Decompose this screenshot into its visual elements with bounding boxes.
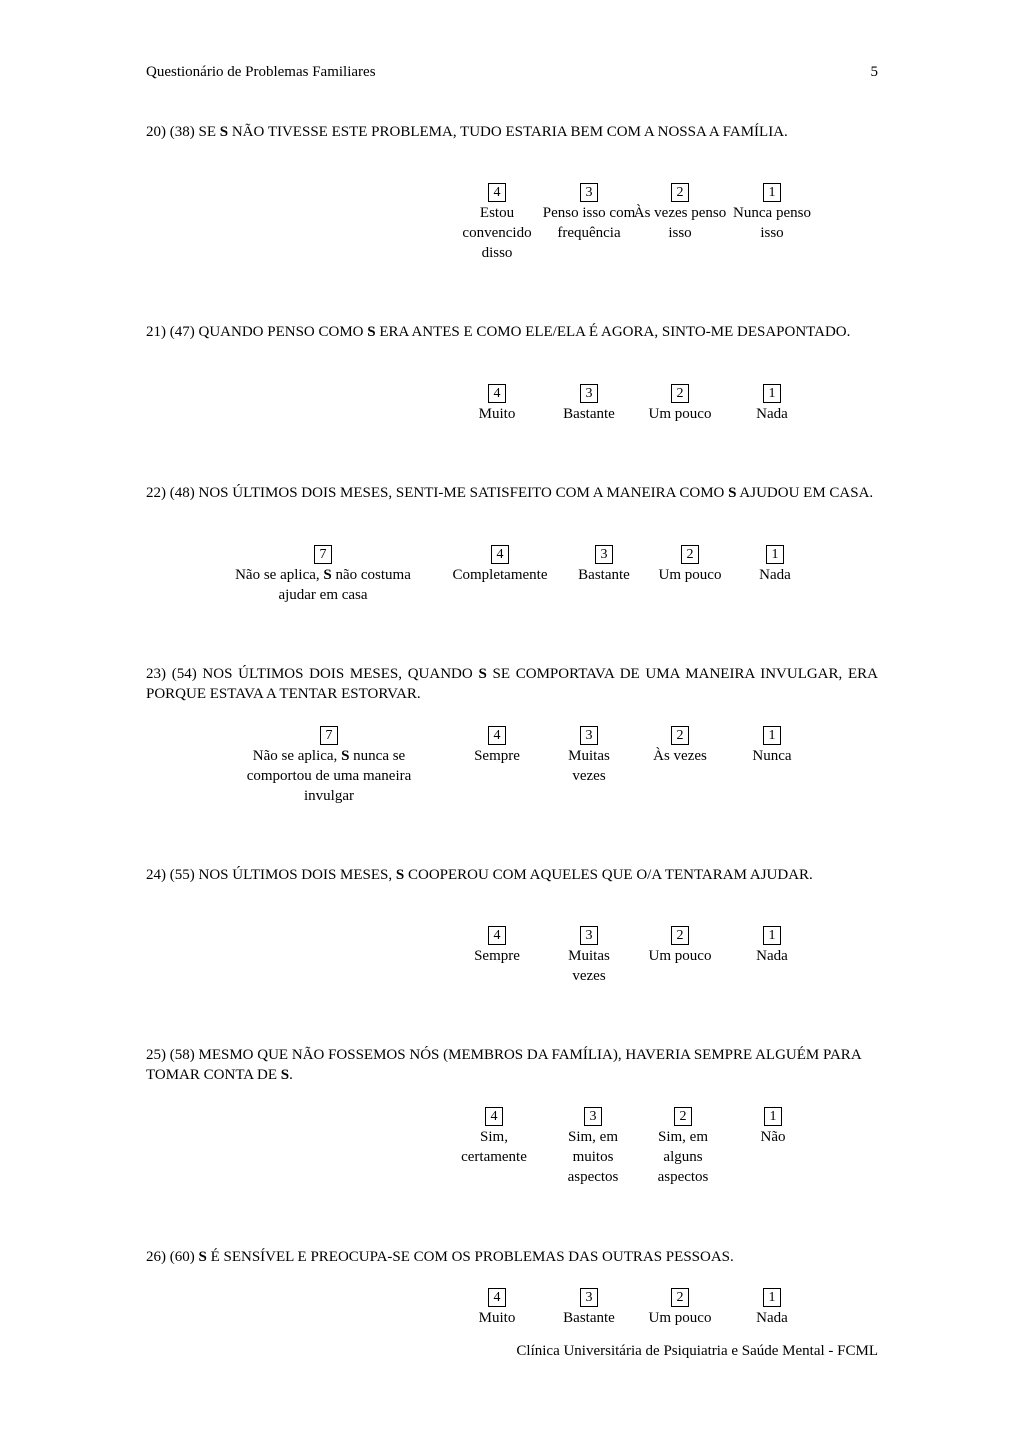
question-26-text: 26) (60) S É SENSÍVEL E PREOCUPA-SE COM OS PROBLEMAS DAS OUTRAS PESSOAS. (146, 1249, 734, 1265)
option-label: Completamente (452, 567, 548, 583)
option-label: Um pouco (648, 948, 712, 964)
question-24-text: 24) (55) NOS ÚLTIMOS DOIS MESES, S COOPEROU COM AQUELES QUE O/A TENTARAM AJUDAR. (146, 867, 813, 883)
question-23-option-na[interactable] (219, 725, 439, 806)
question-22-option-1[interactable] (705, 544, 845, 585)
option-label: Um pouco (648, 406, 712, 422)
option-label: Sempre (474, 748, 520, 764)
question-22-option-na[interactable] (213, 544, 433, 605)
option-value-box[interactable]: 1 (763, 183, 781, 202)
option-label: Às vezes (653, 748, 707, 764)
page-number: 5 (870, 64, 878, 80)
option-value-box[interactable]: 1 (763, 1288, 781, 1307)
option-value-box[interactable]: 2 (671, 726, 689, 745)
option-label: Sim, em muitos aspectos (567, 1129, 619, 1185)
question-24-option-1[interactable] (702, 925, 842, 966)
question-23-text: 23) (54) NOS ÚLTIMOS DOIS MESES, QUANDO S SE COMPORTAVA DE UMA MANEIRA INVULGAR, ERA PORQUE ESTAVA A TENTAR ESTORVAR. (146, 666, 878, 702)
question-22-text: 22) (48) NOS ÚLTIMOS DOIS MESES, SENTI-ME SATISFEITO COM A MANEIRA COMO S AJUDOU EM CASA. (146, 485, 874, 501)
option-value-box[interactable]: 3 (580, 926, 598, 945)
option-label: Estou convencido disso (462, 205, 532, 261)
document-title: Questionário de Problemas Familiares (146, 64, 376, 80)
option-label: Bastante (563, 1310, 615, 1326)
question-23-option-1[interactable] (702, 725, 842, 766)
option-value-box[interactable]: 3 (580, 384, 598, 403)
question-26-option-1[interactable] (702, 1287, 842, 1328)
option-label: Nada (756, 406, 788, 422)
option-value-box[interactable]: 1 (766, 545, 784, 564)
option-value-box[interactable]: 4 (488, 926, 506, 945)
question-25-text: 25) (58) MESMO QUE NÃO FOSSEMOS NÓS (MEMBROS DA FAMÍLIA), HAVERIA SEMPRE ALGUÉM PARA TOMAR CONTA DE S. (146, 1047, 861, 1083)
option-value-box[interactable]: 1 (763, 926, 781, 945)
option-value-box[interactable]: 1 (763, 726, 781, 745)
option-value-box[interactable]: 4 (488, 183, 506, 202)
option-label: Sim, em alguns aspectos (657, 1129, 709, 1185)
option-value-box[interactable]: 3 (580, 726, 598, 745)
option-value-box[interactable]: 2 (681, 545, 699, 564)
page-footer: Clínica Universitária de Psiquiatria e Saúde Mental - FCML (516, 1343, 878, 1359)
option-label: Nada (759, 567, 791, 583)
option-value-box[interactable]: 4 (488, 1288, 506, 1307)
option-label: Sim, certamente (461, 1129, 527, 1165)
option-value-box[interactable]: 2 (671, 1288, 689, 1307)
option-label: Bastante (563, 406, 615, 422)
option-label: Um pouco (658, 567, 722, 583)
question-20-option-1[interactable] (702, 182, 842, 243)
option-label: Penso isso com frequência (542, 205, 636, 241)
option-value-box[interactable]: 2 (671, 384, 689, 403)
option-value-box[interactable]: 4 (485, 1107, 503, 1126)
option-label: Nunca (752, 748, 792, 764)
option-value-box[interactable]: 4 (488, 384, 506, 403)
option-label: Nada (756, 948, 788, 964)
option-label: Não se aplica, S não costuma ajudar em casa (235, 567, 411, 603)
option-label: Muito (478, 1310, 516, 1326)
question-21-option-1[interactable] (702, 383, 842, 424)
option-value-box[interactable]: 3 (584, 1107, 602, 1126)
option-label: Sempre (474, 948, 520, 964)
option-label: Não (760, 1129, 786, 1145)
option-label: Nunca penso isso (733, 205, 811, 241)
option-value-box[interactable]: 4 (488, 726, 506, 745)
option-value-box[interactable]: 4 (491, 545, 509, 564)
option-value-box[interactable]: 2 (674, 1107, 692, 1126)
question-21-text: 21) (47) QUANDO PENSO COMO S ERA ANTES E COMO ELE/ELA É AGORA, SINTO-ME DESAPONTADO. (146, 324, 851, 340)
option-label: Não se aplica, S nunca se comportou de uma maneira invulgar (246, 748, 412, 804)
page-header (146, 64, 878, 84)
option-label: Nada (756, 1310, 788, 1326)
option-label: Às vezes penso isso (633, 205, 727, 241)
option-value-box[interactable]: 7 (314, 545, 332, 564)
question-25-option-1[interactable] (703, 1106, 843, 1147)
option-value-box[interactable]: 1 (763, 384, 781, 403)
option-label: Um pouco (648, 1310, 712, 1326)
option-value-box[interactable]: 3 (580, 1288, 598, 1307)
option-label: Muito (478, 406, 516, 422)
option-label: Muitas vezes (568, 748, 610, 784)
option-value-box[interactable]: 2 (671, 183, 689, 202)
question-20-text: 20) (38) SE S NÃO TIVESSE ESTE PROBLEMA, TUDO ESTARIA BEM COM A NOSSA A FAMÍLIA. (146, 124, 788, 140)
option-label: Bastante (578, 567, 630, 583)
option-value-box[interactable]: 7 (320, 726, 338, 745)
option-value-box[interactable]: 3 (580, 183, 598, 202)
option-value-box[interactable]: 1 (764, 1107, 782, 1126)
option-value-box[interactable]: 2 (671, 926, 689, 945)
option-value-box[interactable]: 3 (595, 545, 613, 564)
option-label: Muitas vezes (568, 948, 610, 984)
